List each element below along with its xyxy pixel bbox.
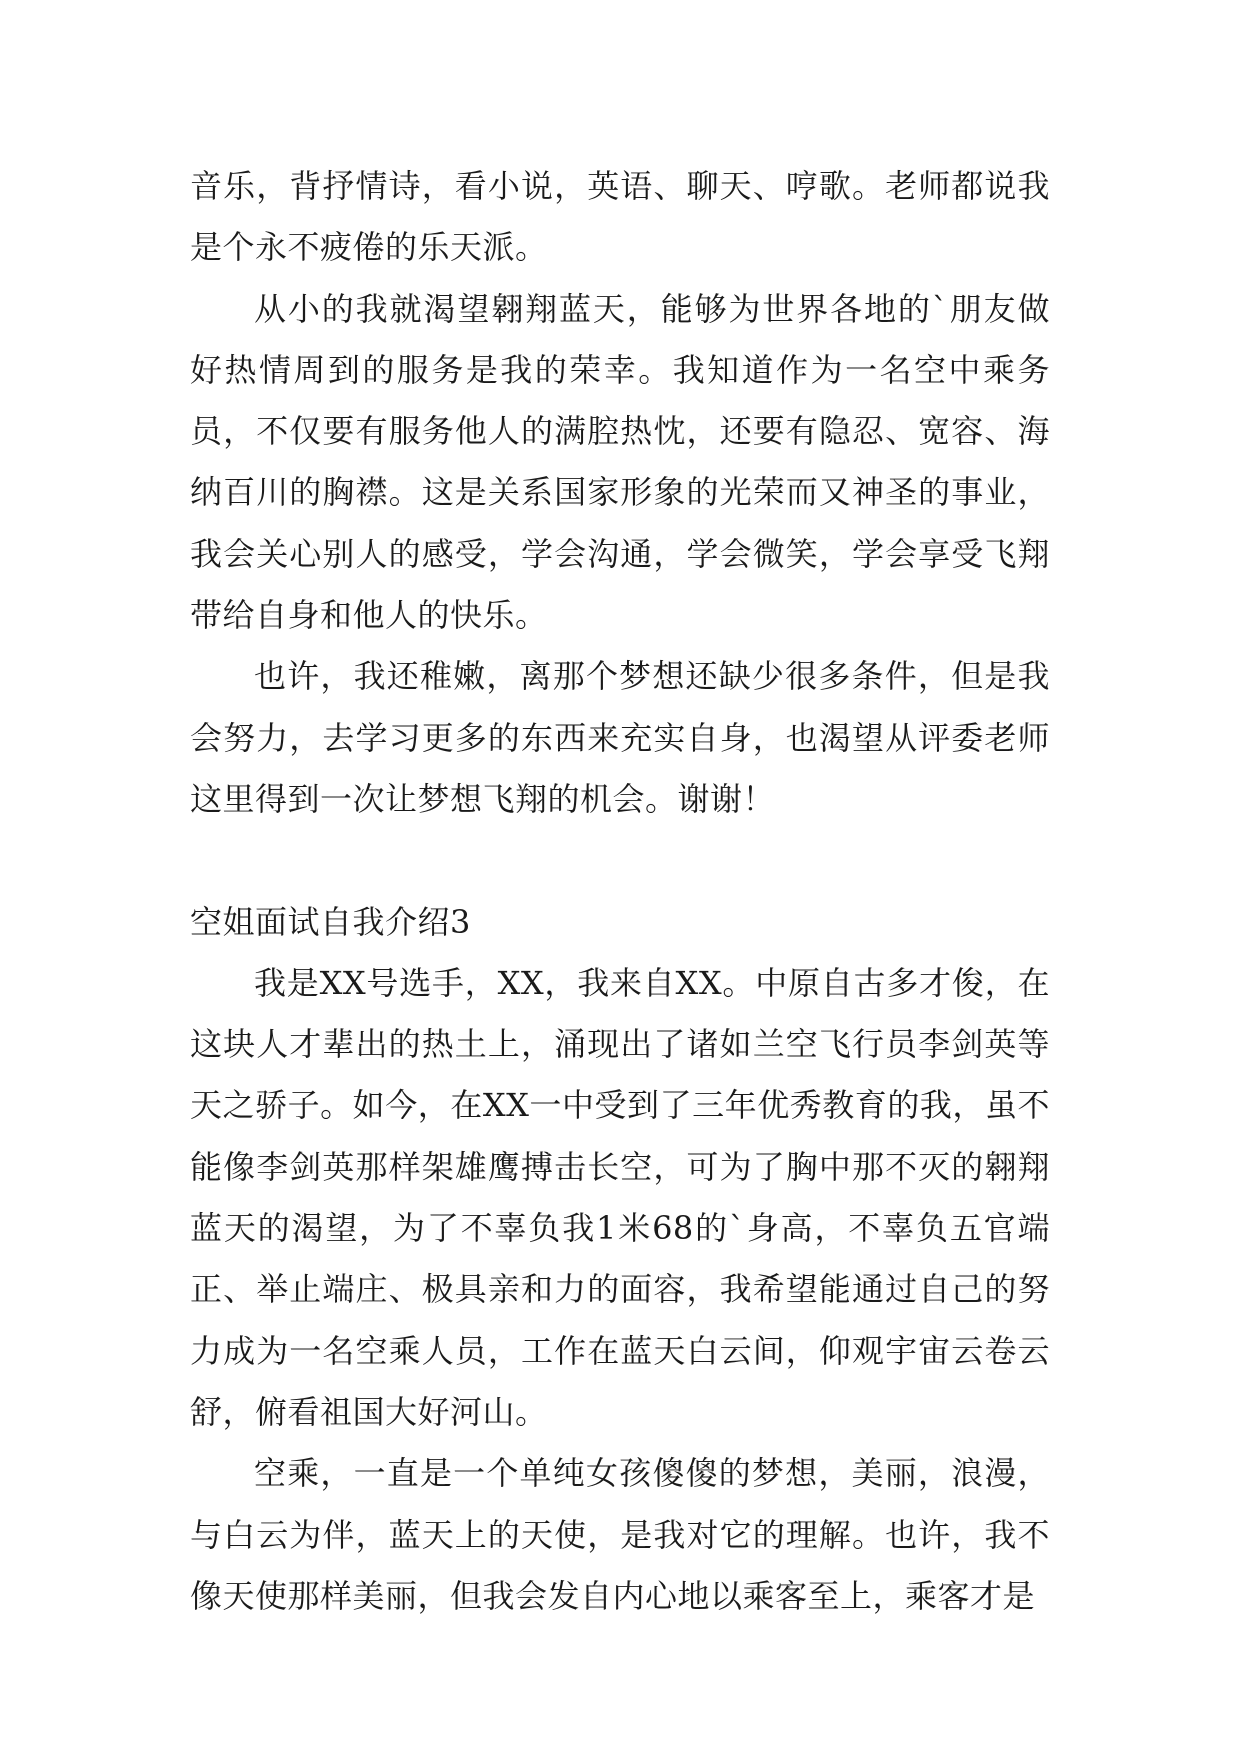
document-body (190, 156, 1050, 1627)
paragraph-dream: 从小的我就渴望翱翔蓝天，能够为世界各地的`朋友做好热情周到的服务是我的荣幸。我知道作为一名空中乘务员，不仅要有服务他人的满腔热忱，还要有隐忍、宽容、海纳百川的胸襟。这是关系国家形象的光荣而又神圣的事业，我会关心别人的感受，学会沟通，学会微笑，学会享受飞翔带给自身和他人的快乐。 (190, 289, 1050, 635)
paragraph-aspiration: 空乘，一直是一个单纯女孩傻傻的梦想，美丽，浪漫，与白云为伴，蓝天上的天使，是我对它的理解。也许，我不像天使那样美丽，但我会发自内心地以乘客至上，乘客才是 (190, 1454, 1050, 1615)
paragraph-introduction: 我是XX号选手，XX，我来自XX。中原自古多才俊，在这块人才辈出的热土上，涌现出了诸如兰空飞行员李剑英等天之骄子。如今，在XX一中受到了三年优秀教育的我，虽不能像李剑英那样架雄鹰搏击长空，可为了胸中那不灭的翱翔蓝天的渴望，为了不辜负我1米68的`身高，不辜负五官端正、举止端庄、极具亲和力的面容，我希望能通过自己的努力成为一名空乘人员，工作在蓝天白云间，仰观宇宙云卷云舒，俯看祖国大好河山。 (190, 963, 1050, 1431)
paragraph-closing: 也许，我还稚嫩，离那个梦想还缺少很多条件，但是我会努力，去学习更多的东西来充实自身，也渴望从评委老师这里得到一次让梦想飞翔的机会。谢谢！ (190, 657, 1050, 818)
section-spacer (190, 830, 1050, 891)
paragraph-continuation: 音乐，背抒情诗，看小说，英语、聊天、哼歌。老师都说我是个永不疲倦的乐天派。 (190, 167, 1050, 267)
section-heading: 空姐面试自我介绍3 (190, 902, 471, 941)
